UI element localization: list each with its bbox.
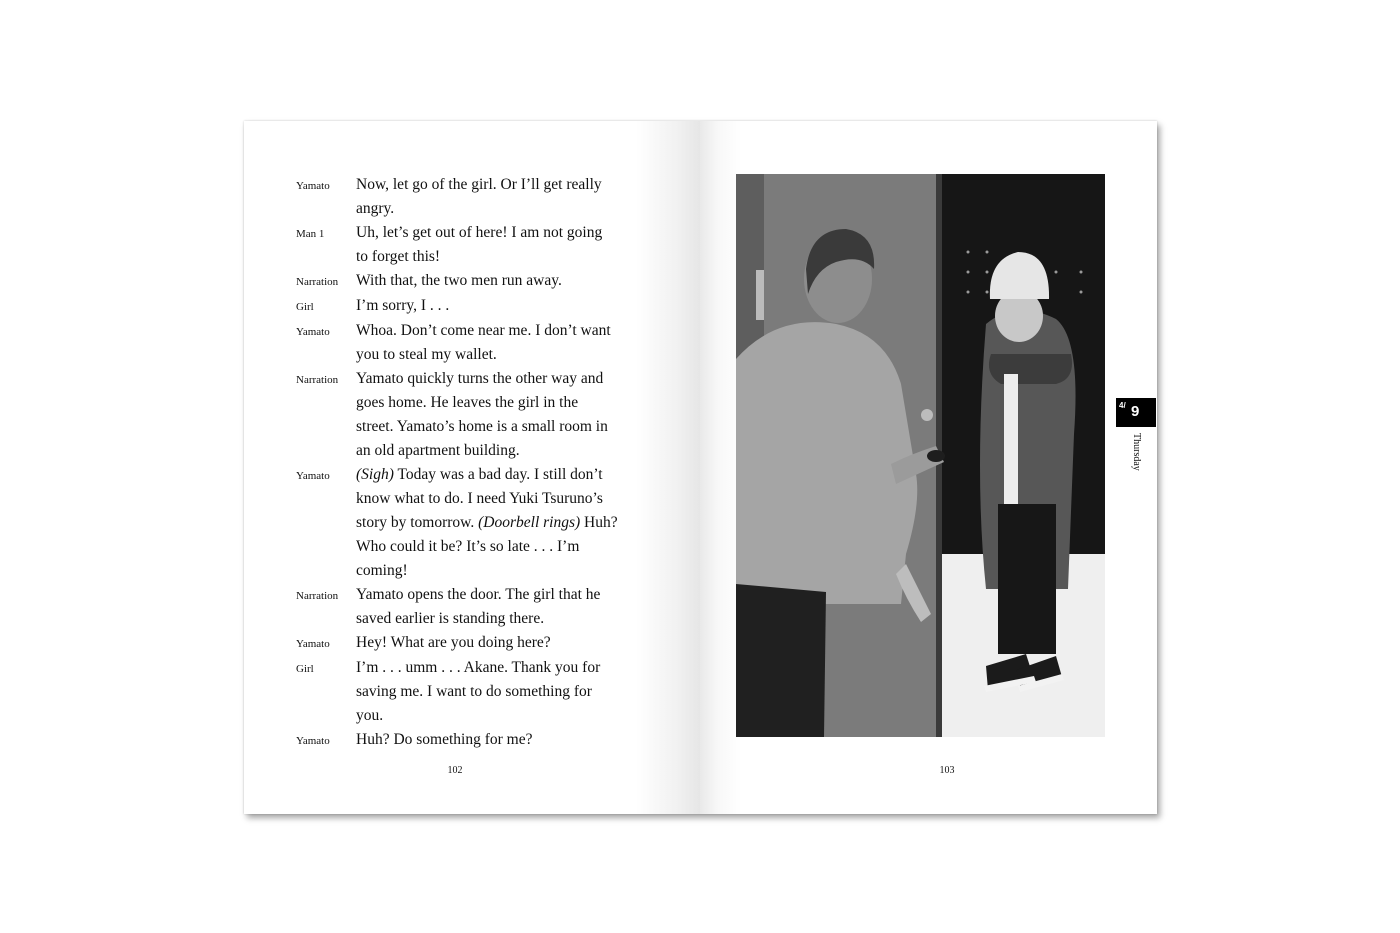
speech-segment: Today was a bad day. I still don’t know what to do. I need Yuki Tsuruno’s story by tomorrow. <box>356 466 603 531</box>
dialogue-line <box>296 583 626 631</box>
stage-direction: (Sigh) <box>356 466 394 483</box>
date-tab-weekday: Thursday <box>1131 433 1142 471</box>
date-tab <box>1116 398 1156 427</box>
date-tab-month: 4/ <box>1119 401 1126 410</box>
speaker-label: Narration <box>296 276 339 288</box>
dialogue-line <box>296 221 626 269</box>
speaker-label: Girl <box>296 663 314 675</box>
door-scene-illustration <box>736 174 1105 737</box>
speech-text: Uh, let’s get out of here! I am not going to forget this! <box>356 224 603 265</box>
speaker-label: Yamato <box>296 735 330 747</box>
speech-text: Huh? Do something for me? <box>356 731 533 748</box>
speech-text: With that, the two men run away. <box>356 272 562 289</box>
dialogue-line <box>296 728 626 753</box>
speech-text: Whoa. Don’t come near me. I don’t want you to steal my wallet. <box>356 322 611 363</box>
script-dialogue <box>296 173 626 753</box>
date-tab-day: 9 <box>1131 403 1140 420</box>
left-page <box>244 121 700 814</box>
speaker-label: Man 1 <box>296 228 325 240</box>
speaker-label: Yamato <box>296 326 330 338</box>
speaker-label: Narration <box>296 374 339 386</box>
open-book <box>244 121 1157 814</box>
dialogue-line <box>296 463 626 583</box>
illustration <box>736 174 1105 737</box>
page-number: 102 <box>447 765 463 776</box>
dialogue-line <box>296 367 626 463</box>
speech-text: Hey! What are you doing here? <box>356 634 551 651</box>
speech-text: I’m sorry, I . . . <box>356 297 450 314</box>
dialogue-line <box>296 269 626 294</box>
speaker-label: Narration <box>296 590 339 602</box>
dialogue-line <box>296 173 626 221</box>
speech-text: Yamato opens the door. The girl that he saved earlier is standing there. <box>356 586 601 627</box>
speech-text <box>356 463 618 583</box>
right-page <box>700 121 1157 814</box>
dialogue-line <box>296 294 626 319</box>
speech-text: Yamato quickly turns the other way and goes home. He leaves the girl in the street. Yamato’s home is a small room in an old apartment building. <box>356 370 608 459</box>
dialogue-line <box>296 631 626 656</box>
speech-text: Now, let go of the girl. Or I’ll get really angry. <box>356 176 602 217</box>
speaker-label: Yamato <box>296 470 330 482</box>
speaker-label: Yamato <box>296 180 330 192</box>
dialogue-line <box>296 319 626 367</box>
speaker-label: Girl <box>296 301 314 313</box>
speech-segment: Huh? Who could it be? It’s so late . . . I’m coming! <box>356 514 618 579</box>
speech-text: I’m . . . umm . . . Akane. Thank you for saving me. I want to do something for you. <box>356 659 601 724</box>
dialogue-line <box>296 656 626 728</box>
speaker-label: Yamato <box>296 638 330 650</box>
page-number: 103 <box>939 765 955 776</box>
stage-direction: (Doorbell rings) <box>478 514 581 531</box>
